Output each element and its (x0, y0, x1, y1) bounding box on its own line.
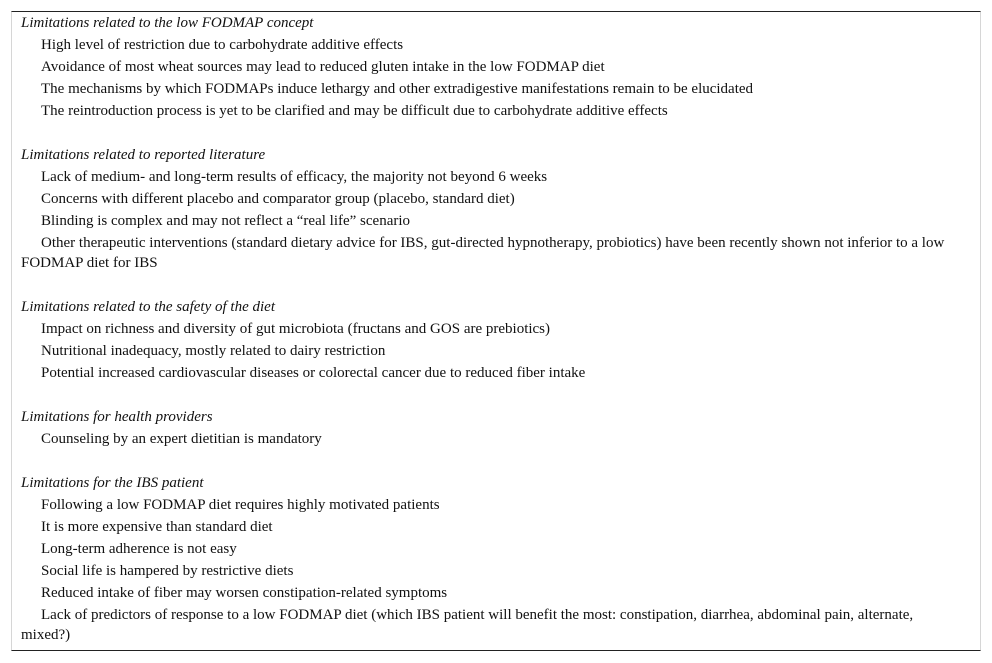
section-heading-diet-safety: Limitations related to the safety of the diet (21, 299, 275, 315)
list-item: Concerns with different placebo and comparator group (placebo, standard diet) (41, 191, 515, 207)
section-spacer (21, 450, 971, 472)
list-item: Other therapeutic interventions (standard dietary advice for IBS, gut-directed hypnotherapy, probiotics) have been recently shown not inferior to a low FODMAP diet for IBS (21, 235, 945, 271)
list-item: The mechanisms by which FODMAPs induce lethargy and other extradigestive manifestations remain to be elucidated (41, 81, 754, 97)
list-item: The reintroduction process is yet to be clarified and may be difficult due to carbohydrate additive effects (41, 103, 668, 119)
list-item: Nutritional inadequacy, mostly related to dairy restriction (41, 343, 386, 359)
list-item: It is more expensive than standard diet (41, 519, 273, 535)
list-item: Lack of medium- and long-term results of efficacy, the majority not beyond 6 weeks (41, 169, 548, 185)
list-item: High level of restriction due to carbohydrate additive effects (41, 37, 404, 53)
list-item: Potential increased cardiovascular diseases or colorectal cancer due to reduced fiber intake (41, 365, 586, 381)
list-item: Social life is hampered by restrictive diets (41, 563, 294, 579)
section-heading-reported-literature: Limitations related to reported literature (21, 147, 266, 163)
list-item: Blinding is complex and may not reflect a “real life” scenario (41, 213, 411, 229)
table-body (21, 12, 971, 646)
section-spacer (21, 122, 971, 144)
section-heading-ibs-patient: Limitations for the IBS patient (21, 475, 204, 491)
list-item: Impact on richness and diversity of gut microbiota (fructans and GOS are prebiotics) (41, 321, 551, 337)
section-spacer (21, 384, 971, 406)
list-item: Following a low FODMAP diet requires highly motivated patients (41, 497, 440, 513)
section-heading-fodmap-concept: Limitations related to the low FODMAP concept (21, 15, 314, 31)
list-item: Counseling by an expert dietitian is mandatory (41, 431, 322, 447)
list-item: Reduced intake of fiber may worsen constipation-related symptoms (41, 585, 448, 601)
section-heading-health-providers: Limitations for health providers (21, 409, 213, 425)
list-item: Lack of predictors of response to a low FODMAP diet (which IBS patient will benefit the most: constipation, diarrhea, abdominal pain, alternate, mixed?) (21, 607, 914, 643)
limitations-table (11, 11, 981, 651)
section-spacer (21, 274, 971, 296)
list-item: Avoidance of most wheat sources may lead to reduced gluten intake in the low FODMAP diet (41, 59, 605, 75)
list-item: Long-term adherence is not easy (41, 541, 237, 557)
